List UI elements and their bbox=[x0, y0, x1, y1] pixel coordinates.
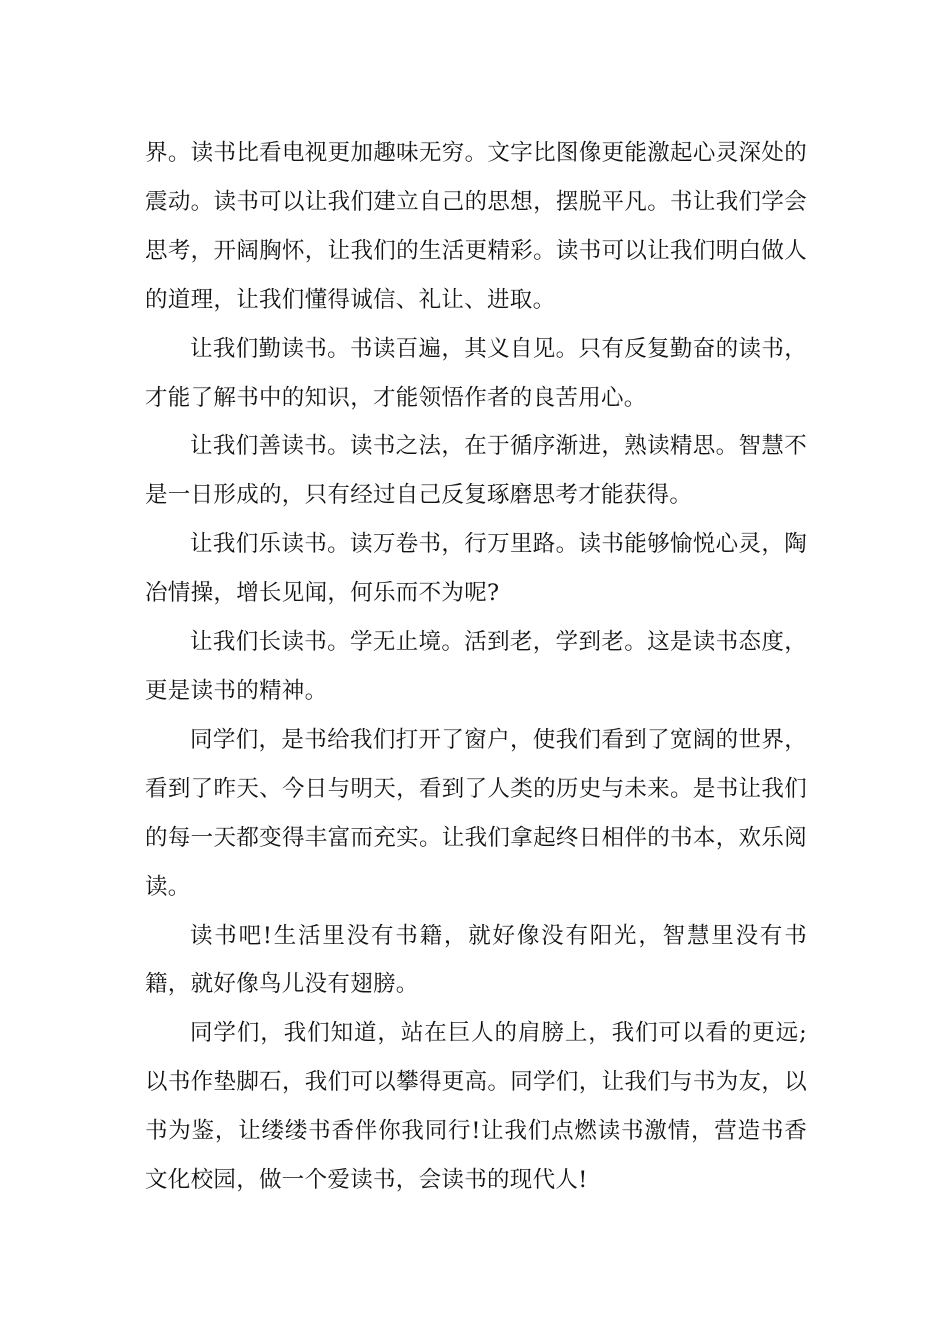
paragraph-good-reading: 让我们善读书。读书之法，在于循序渐进，熟读精思。智慧不是一日形成的，只有经过自己反复琢磨思考才能获得。 bbox=[145, 433, 807, 509]
paragraph-continuation: 界。读书比看电视更加趣味无穷。文字比图像更能激起心灵深处的震动。读书可以让我们建立自己的思想，摆脱平凡。书让我们学会思考，开阔胸怀，让我们的生活更精彩。读书可以让我们明白做人的道理，让我们懂得诚信、礼让、进取。 bbox=[145, 140, 807, 313]
paragraph-read-books: 读书吧!生活里没有书籍，就好像没有阳光，智慧里没有书籍，就好像鸟儿没有翅膀。 bbox=[145, 922, 807, 998]
paragraph-joyful-reading: 让我们乐读书。读万卷书，行万里路。读书能够愉悦心灵，陶冶情操，增长见闻，何乐而不为呢? bbox=[145, 531, 807, 607]
paragraph-lifelong-reading: 让我们长读书。学无止境。活到老，学到老。这是读书态度，更是读书的精神。 bbox=[145, 629, 807, 704]
paragraph-books-open-windows: 同学们，是书给我们打开了窗户，使我们看到了宽阔的世界，看到了昨天、今日与明天，看到了人类的历史与未来。是书让我们的每一天都变得丰富而充实。让我们拿起终日相伴的书本，欢乐阅读。 bbox=[145, 726, 807, 900]
body-text bbox=[145, 129, 807, 1205]
paragraph-closing: 同学们，我们知道，站在巨人的肩膀上，我们可以看的更远;以书作垫脚石，我们可以攀得更高。同学们，让我们与书为友，以书为鉴，让缕缕书香伴你我同行!让我们点燃读书激情，营造书香文化校园，做一个爱读书，会读书的现代人! bbox=[145, 1020, 807, 1194]
paragraph-diligent-reading: 让我们勤读书。书读百遍，其义自见。只有反复勤奋的读书，才能了解书中的知识，才能领悟作者的良苦用心。 bbox=[145, 335, 807, 411]
